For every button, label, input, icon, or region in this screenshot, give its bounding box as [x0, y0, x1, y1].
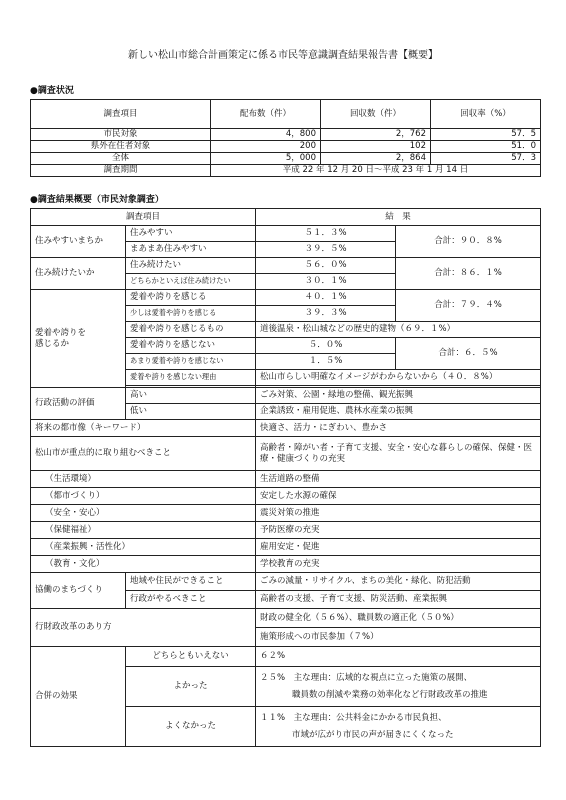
merger-good-cell: ２５% 主な理由：広域的な視点に立った施策の展開、 職員数の削減や業務の効率化など行財政改革の推進: [256, 667, 541, 707]
status-heading: ●調査状況: [30, 86, 74, 96]
summary-header-result: 結 果: [256, 209, 541, 226]
status-header-rate: 回収率（%）: [431, 100, 541, 129]
status-table: [30, 99, 541, 177]
table-row: 県外在住者対象 200 102 51．0: [31, 141, 541, 153]
period-value: 平成 22 年 12 月 20 日～平成 23 年 1 月 14 日: [211, 165, 541, 177]
table-row: 市民対象 4，800 2，762 57．5: [31, 129, 541, 141]
summary-header-item: 調査項目: [31, 209, 256, 226]
table-row: [31, 165, 541, 177]
summary-table: 調査項目 結 果 住みやすいまちか 住みやすい ５１．３% 合計：９０．８% まあまあ住みやすい ３９．５% 住み続けたいか 住み続けたい ５６．０% 合計：８６．１% どちらかといえば住み続けたい ３０．１% 愛着や誇りを 感じるか 愛着や誇りを感じる ４０．１% 合計：７９．４% 少しは愛着や誇りを感じる ３９．３% 愛着や誇りを感じるもの 道後温泉・松山城などの歴史的建物（６９．１%） 愛着や誇りを感じない ５．０% 合計：６．５% あまり愛着や誇りを感じない １．５% 愛着や誇りを感じない理由 松山市らしい明確なイメージがわからないから（４０．８%） 行政活動の評価 高い ごみ対策、公園・緑地の整備、観光振興 低い 企業誘致・雇用促進、農林水産業の振興 将来の都市像（キーワード） 快適さ、活力・にぎわい、豊かさ 松山市が重点的に取り組むべきこと 高齢者・障がい者・子育て支援、安全・安心な暮らしの確保、保健・医療・健康づくりの充実 （生活環境） 生活道路の整備 （都市づくり） 安定した水源の確保 （安全・安心） 震災対策の推進 （保健福祉） 予防医療の充実 （産業振興・活性化） 雇用安定・促進 （教育・文化） 学校教育の充実 協働のまちづくり 地域や住民ができること ごみの減量・リサイクル、まちの美化・緑化、防犯活動 行政がやるべきこと 高齢者の支援、子育て支援、防災活動、産業振興 行財政改革のあり方 財政の健全化（５６%）、職員数の適正化（５０%） 施策形成への市民参加（７%） 合併の効果 どちらともいえない ６２% よかった ２５% 主な理由：広域的な視点に立った施策の展開、 職員数の削減や業務の効率化など行財政改革の推進 よくなかった １１% 主な理由：公共料金にかかる市民負担、 市域が広がり市民の声が届きにくくなった: [30, 208, 541, 747]
merger-bad-cell: １１% 主な理由：公共料金にかかる市民負担、 市域が広がり市民の声が届きにくくなった: [256, 707, 541, 747]
table-row: 全体 5，000 2，864 57．3: [31, 153, 541, 165]
status-header-dist: 配布数（件）: [211, 100, 321, 129]
page-title: 新しい松山市総合計画策定に係る市民等意識調査結果報告書【概要】: [128, 50, 438, 61]
status-header-coll: 回収数（件）: [321, 100, 431, 129]
status-header-item: 調査項目: [31, 100, 211, 129]
attach-label: 愛着や誇りを 感じるか: [31, 290, 126, 388]
period-label: 調査期間: [31, 165, 211, 177]
summary-heading: ●調査結果概要（市民対象調査）: [30, 195, 164, 205]
